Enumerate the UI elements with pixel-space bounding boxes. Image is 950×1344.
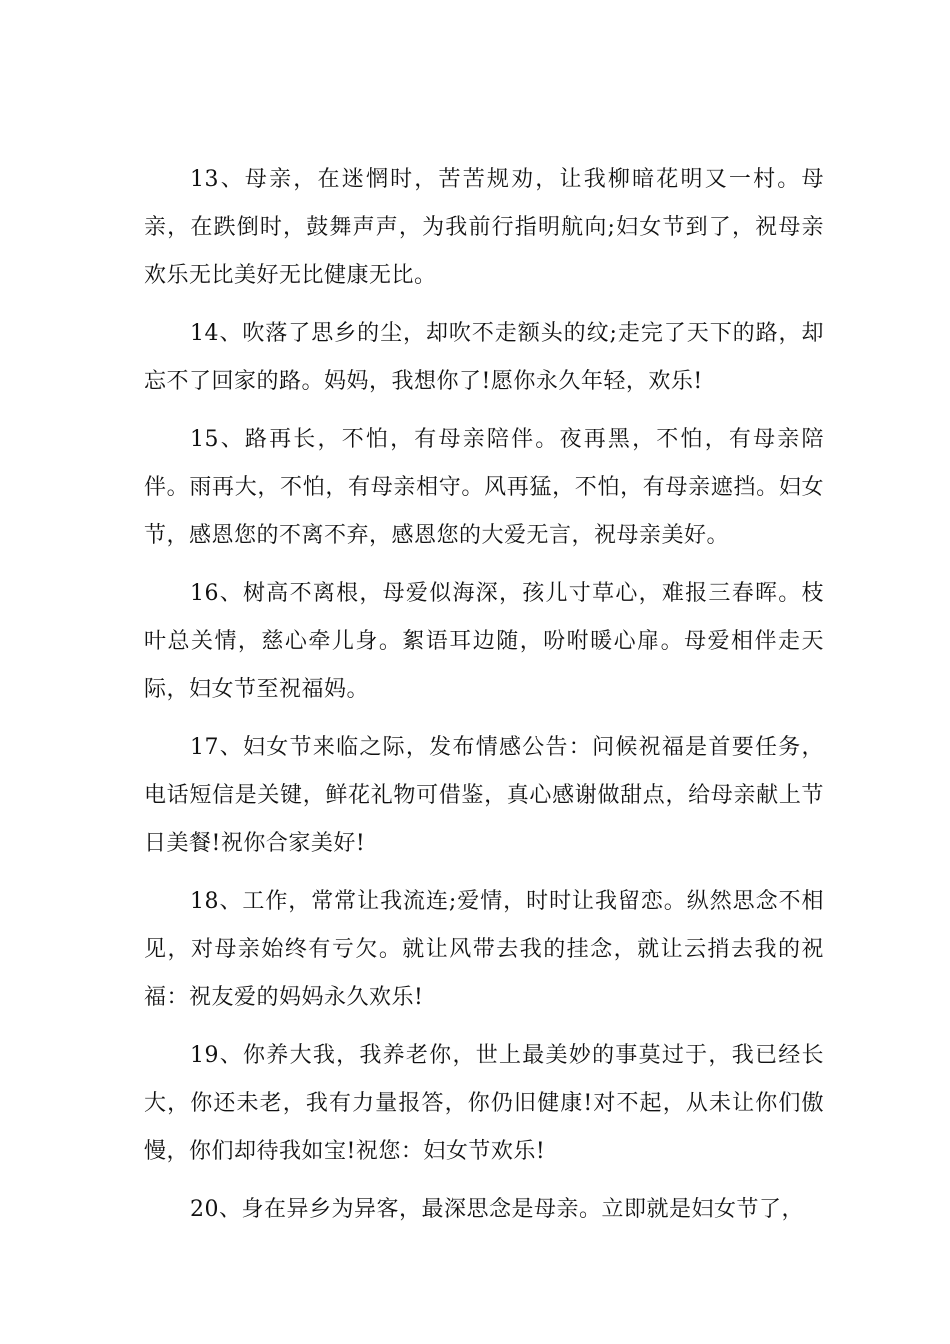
paragraph-16: 16、树高不离根，母爱似海深，孩儿寸草心，难报三春晖。枝叶总关情，慈心牵儿身。絮语耳边随，吩咐暖心扉。母爱相伴走天际，妇女节至祝福妈。: [144, 581, 824, 702]
paragraph-14: 14、吹落了思乡的尘，却吹不走额头的纹;走完了天下的路，却忘不了回家的路。妈妈，我想你了!愿你永久年轻，欢乐!: [144, 321, 824, 394]
paragraph-17: 17、妇女节来临之际，发布情感公告：问候祝福是首要任务，电话短信是关键，鲜花礼物可借鉴，真心感谢做甜点，给母亲献上节日美餐!祝你合家美好!: [144, 735, 824, 856]
paragraph-15: 15、路再长，不怕，有母亲陪伴。夜再黑，不怕，有母亲陪伴。雨再大，不怕，有母亲相守。风再猛，不怕，有母亲遮挡。妇女节，感恩您的不离不弃，感恩您的大爱无言，祝母亲美好。: [144, 427, 824, 548]
paragraph-19: 19、你养大我，我养老你，世上最美妙的事莫过于，我已经长大，你还未老，我有力量报答，你仍旧健康!对不起，从未让你们傲慢，你们却待我如宝!祝您：妇女节欢乐!: [144, 1043, 824, 1164]
paragraph-18: 18、工作，常常让我流连;爱情，时时让我留恋。纵然思念不相见，对母亲始终有亏欠。就让风带去我的挂念，就让云捎去我的祝福：祝友爱的妈妈永久欢乐!: [144, 889, 824, 1010]
paragraph-20: 20、身在异乡为异客，最深思念是母亲。立即就是妇女节了，: [190, 1197, 804, 1222]
document-body: [144, 156, 824, 1244]
paragraph-13: 13、母亲，在迷惘时，苦苦规劝，让我柳暗花明又一村。母亲，在跌倒时，鼓舞声声，为我前行指明航向;妇女节到了，祝母亲欢乐无比美好无比健康无比。: [144, 167, 824, 288]
